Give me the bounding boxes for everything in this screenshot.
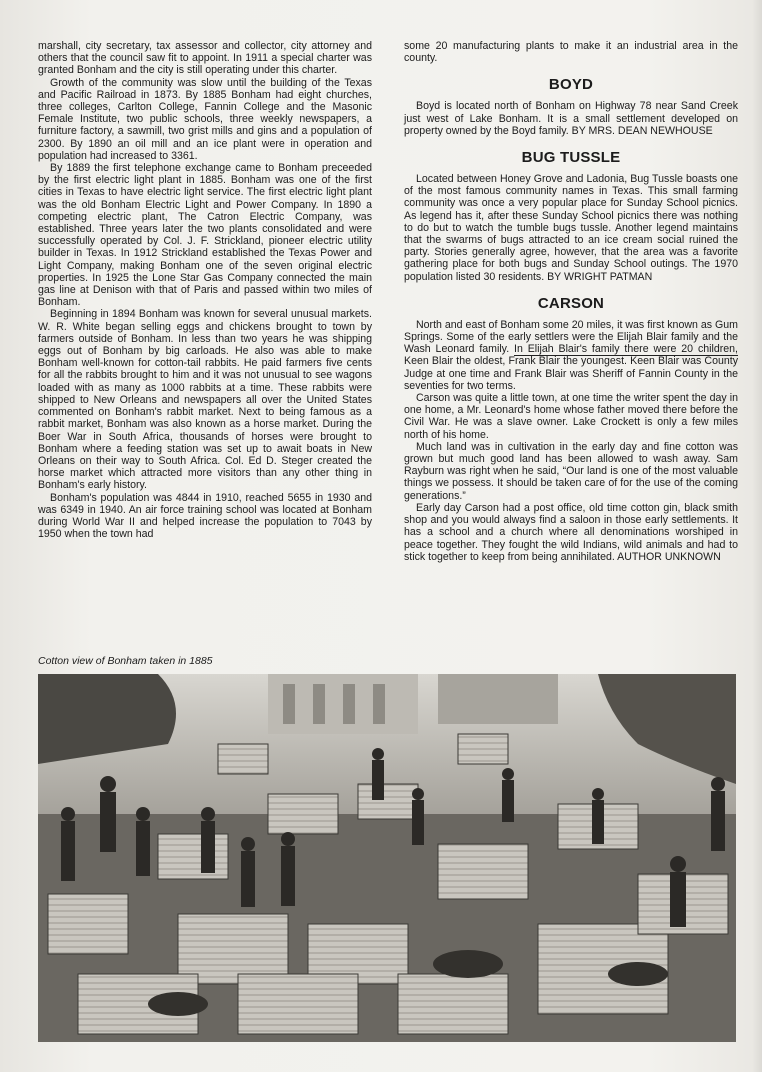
photo-caption: Cotton view of Bonham taken in 1885 bbox=[38, 655, 213, 667]
text-run: North and east of Bonham some 20 miles, it was first known as Gum Springs. Some of the early settlers were the Elijah Blair family and the Wash Leonard family. bbox=[404, 318, 738, 356]
paragraph: Bonham's population was 4844 in 1910, reached 5655 in 1930 and was 6349 in 1940. An air force training school was located at Bonham during World War II and helped increase the population to 7043 by 1950 when the town had bbox=[38, 491, 372, 541]
cotton-bales-photograph bbox=[38, 674, 736, 1042]
paragraph: Located between Honey Grove and Ladonia, Bug Tussle boasts one of the most famous community names in Texas. This small farming community was once a very popular place for Sunday School picnics. As legend has it, after these Sunday School picnics there was nothing to do but to watch the tumble bugs tussle. Another legend maintains that the swarms of bugs attracted to an ice cream social ruined the party. Stories generally agree, however, that the area was a favorite gathering place for both bugs and Sunday School outings. The 1970 population listed 30 residents. BY WRIGHT PATMAN bbox=[404, 173, 738, 283]
left-column bbox=[38, 40, 372, 540]
paragraph: Growth of the community was slow until the building of the Texas and Pacific Railroad in 1873. By 1885 Bonham had eight churches, three colleges, Carlton College, Fannin College and the Masonic Female Institute, two public schools, three weekly newspapers, a furniture factory, a sawmill, two grist mills and gins and a population of 2300. By 1890 an oil mill and an ice plant were in operation and population had increased to 3361. bbox=[38, 76, 372, 162]
paragraph: By 1889 the first telephone exchange came to Bonham preceeded by the first electric light plant in 1885. Bonham was one of the first cities in Texas to have electric light service. The first electric light plant was the old Bonham Electric Light and Power Company. In 1890 a competing electric plant, The Catron Electric Company, was established. Three years later the two plants consolidated and were successfully operated by Col. J. F. Strickland, pioneer electric utility builder in Texas. In 1912 Strickland established the Texas Power and Light Company, making Bonham one of the seven original electric properties. In 1925 the Lone Star Gas Company connected the main gas line at Denison with that of Paris and passed within two miles of Bonham. bbox=[38, 162, 372, 309]
underlined-text: In Elijah Blair's family there were 20 children, bbox=[514, 343, 738, 356]
paragraph: Much land was in cultivation in the early day and fine cotton was grown but much good land has been allowed to wash away. Sam Rayburn was right when he said, “Our land is one of the most valuable things we possess. It should be taken care of for the use of the coming generations.” bbox=[404, 440, 738, 502]
paragraph: Beginning in 1894 Bonham was known for several unusual markets. W. R. White began selling eggs and chickens brought to town by farmers outside of Bonham. In less than two years he was shipping eggs out of Bonham by big carloads. He also was able to make Bonham well-known for cotton-tail rabbits. He paid farmers five cents for all the rabbits brought to him and it was not unusual to see wagons loaded with as many as 1000 rabbits at a time. These rabbits were shipped to New Orleans and newspapers all over the United States commented on Bonham's rabbit market. Next to being famous as a rabbit market, Bonham was also known as a horse market. During the Boer War in South Africa, thousands of horses were brought to Bonham where a feeding station was set up to await boats in New Orleans on their way to South Africa. Col. Ed D. Steger created the horse market which attracted more visitors than any other thing in Bonham's early history. bbox=[38, 308, 372, 492]
photo-illustration bbox=[38, 674, 736, 1042]
text-run: Keen Blair the oldest, Frank Blair the youngest. Keen Blair was County Judge at one time and Frank Blair was Sheriff of Fannin County in the seventies for two terms. bbox=[404, 355, 738, 392]
paragraph: marshall, city secretary, tax assessor and collector, city attorney and others that the council saw fit to appoint. In 1911 a special charter was granted Bonham and the city is still operating under this charter. bbox=[38, 40, 372, 77]
paper-edge-shadow bbox=[752, 0, 762, 1072]
paragraph bbox=[404, 319, 738, 392]
paragraph: Boyd is located north of Bonham on Highway 78 near Sand Creek just west of Lake Bonham. It is a small settlement developed on property owned by the Boyd family. BY MRS. DEAN NEWHOUSE bbox=[404, 100, 738, 137]
paragraph: Early day Carson had a post office, old time cotton gin, black smith shop and you would always find a saloon in those early settlements. It has a school and a church where all denominations worshiped in peace together. They fought the wild Indians, wild animals and had to stick together to keep from being annihilated. AUTHOR UNKNOWN bbox=[404, 501, 738, 563]
section-heading-bug-tussle: BUG TUSSLE bbox=[521, 149, 621, 167]
right-column bbox=[404, 40, 738, 563]
paragraph: Carson was quite a little town, at one time the writer spent the day in one home, a Mr. Leonard's home whose father moved there before the Civil War. He was a slave owner. Lake Crockett is only a few miles north of his home. bbox=[404, 392, 738, 441]
section-heading-carson: CARSON bbox=[537, 294, 605, 312]
paragraph: some 20 manufacturing plants to make it an industrial area in the county. bbox=[404, 40, 738, 65]
section-heading-boyd: BOYD bbox=[548, 76, 594, 94]
